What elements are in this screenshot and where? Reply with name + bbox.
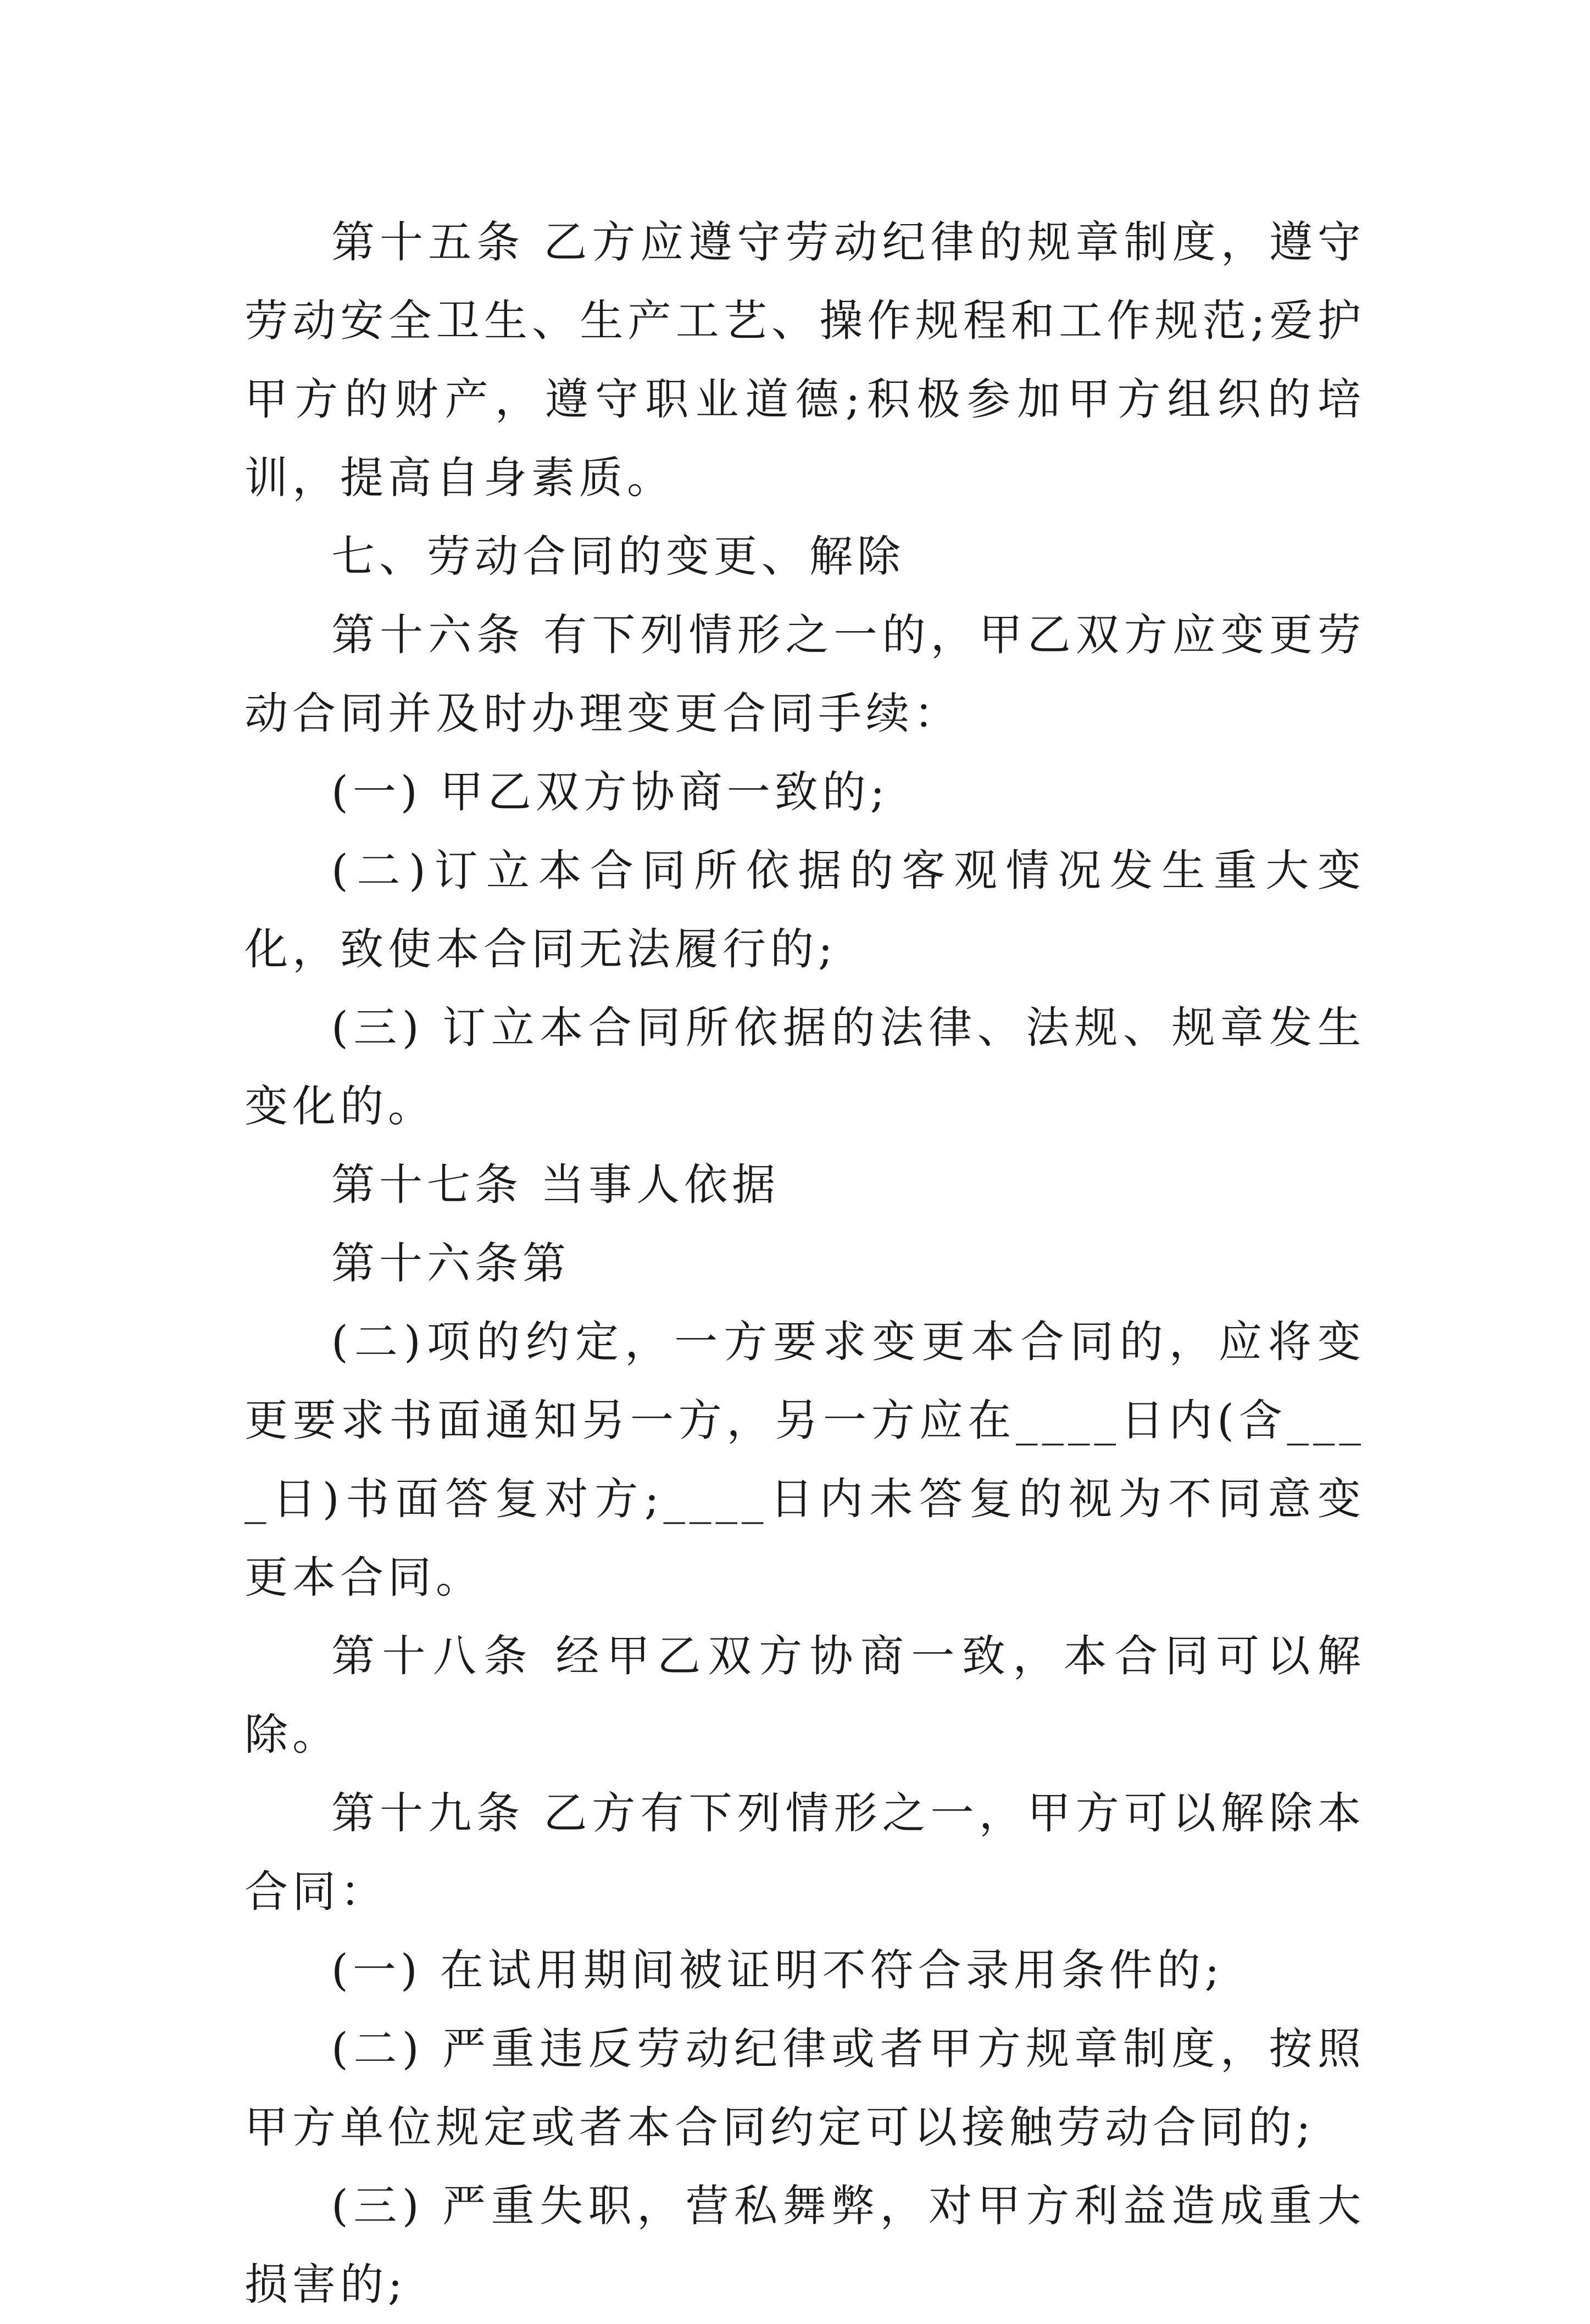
list-item-19-1: (一) 在试用期间被证明不符合录用条件的;	[331, 1945, 1224, 1996]
list-item-19-2: (二) 严重违反劳动纪律或者甲方规章制度，按照甲方单位规定或者本合同约定可以接触劳动合同的;	[244, 2024, 1365, 2153]
list-item-16-2: (二)订立本合同所依据的客观情况发生重大变化，致使本合同无法履行的;	[244, 845, 1365, 974]
document-body	[244, 203, 1365, 2324]
paragraph-article-17-body: (二)项的约定，一方要求变更本合同的，应将变更要求书面通知另一方，另一方应在____日内(含____日)书面答复对方;____日内未答复的视为不同意变更本合同。	[244, 1317, 1365, 1603]
paragraph-article-17-ref: 第十六条第	[331, 1238, 570, 1289]
list-item-16-3: (三) 订立本合同所依据的法律、法规、规章发生变化的。	[244, 1002, 1365, 1132]
paragraph-article-16: 第十六条 有下列情形之一的，甲乙双方应变更劳动合同并及时办理变更合同手续：	[244, 610, 1365, 739]
list-item-19-3: (三) 严重失职，营私舞弊，对甲方利益造成重大损害的;	[244, 2181, 1365, 2310]
paragraph-article-19: 第十九条 乙方有下列情形之一，甲方可以解除本合同：	[244, 1788, 1365, 1917]
paragraph-article-17: 第十七条 当事人依据	[331, 1160, 780, 1210]
list-item-16-1: (一) 甲乙双方协商一致的;	[331, 767, 889, 817]
paragraph-article-15: 第十五条 乙方应遵守劳动纪律的规章制度，遵守劳动安全卫生、生产工艺、操作规程和工作规范;爱护甲方的财产，遵守职业道德;积极参加甲方组织的培训，提高自身素质。	[244, 217, 1365, 503]
section-heading-contract-change: 七、劳动合同的变更、解除	[331, 531, 905, 582]
paragraph-article-18: 第十八条 经甲乙双方协商一致，本合同可以解除。	[244, 1631, 1365, 1760]
